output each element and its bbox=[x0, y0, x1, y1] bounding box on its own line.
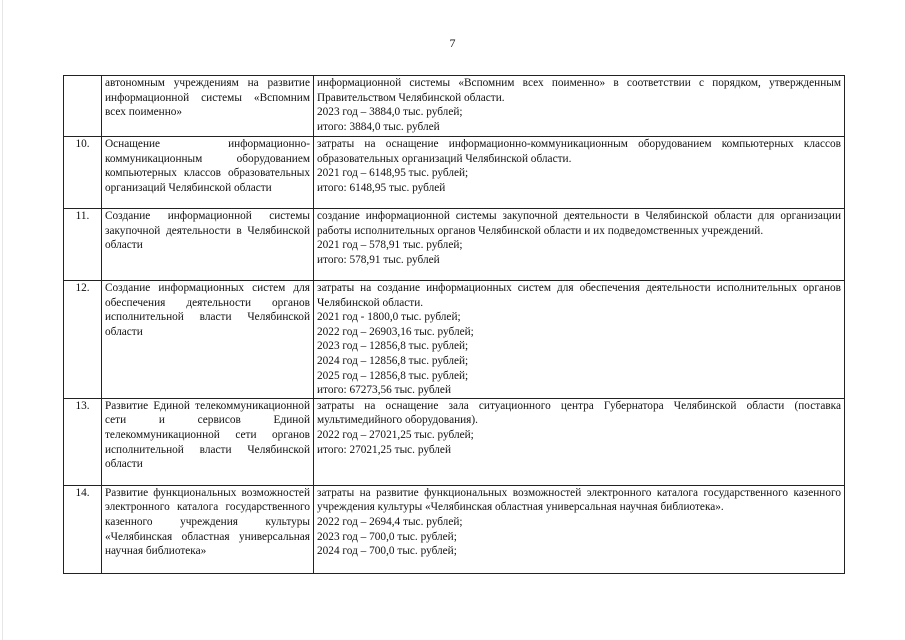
activity-name: Развитие функциональных возможностей электронного каталога государственного казенного учреждения культуры «Челябинская областная универсальная научная библиотека» bbox=[102, 485, 314, 573]
funding-line: 2022 год – 2694,4 тыс. рублей; bbox=[317, 515, 463, 528]
table-row bbox=[64, 398, 845, 485]
activity-name: Создание информационных систем для обеспечения деятельности органов исполнительной власти Челябинской области bbox=[102, 281, 314, 399]
funding-line: 2023 год – 3884,0 тыс. рублей; bbox=[317, 106, 463, 119]
funding-line: 2022 год – 27021,25 тыс. рублей; bbox=[317, 428, 474, 441]
activity-name: автономным учреждениям на развитие информационной системы «Вспомним всех поименно» bbox=[102, 76, 314, 137]
description-text: затраты на развитие функциональных возможностей электронного каталога государственного казенного учреждения культуры «Челябинская областная универсальная научная библиотека». bbox=[317, 486, 841, 514]
funding-line: 2022 год – 26903,16 тыс. рублей; bbox=[317, 325, 474, 338]
row-number: 10. bbox=[64, 137, 102, 209]
activity-description bbox=[314, 76, 845, 137]
activity-name: Создание информационной системы закупочной деятельности в Челябинской области bbox=[102, 209, 314, 281]
activity-description bbox=[314, 281, 845, 399]
funding-line: итого: 27021,25 тыс. рублей bbox=[317, 443, 451, 456]
funding-line: итого: 3884,0 тыс. рублей bbox=[317, 120, 440, 133]
table-row bbox=[64, 76, 845, 137]
table-row bbox=[64, 209, 845, 281]
table-row bbox=[64, 485, 845, 573]
funding-line: 2024 год – 12856,8 тыс. рублей; bbox=[317, 354, 469, 367]
funding-line: итого: 67273,56 тыс. рублей bbox=[317, 384, 451, 397]
program-table bbox=[63, 75, 845, 574]
funding-line: 2021 год - 1800,0 тыс. рублей; bbox=[317, 311, 461, 324]
row-number: 11. bbox=[64, 209, 102, 281]
description-text: информационной системы «Вспомним всех поименно» в соответствии с порядком, утвержденным Правительством Челябинской области. bbox=[317, 77, 841, 104]
funding-line: 2023 год – 700,0 тыс. рублей; bbox=[317, 530, 457, 543]
activity-description bbox=[314, 398, 845, 485]
table-row bbox=[64, 281, 845, 399]
activity-description bbox=[314, 209, 845, 281]
description-text: затраты на оснащение информационно-коммуникационным оборудованием компьютерных классов образовательных организаций Челябинской области. bbox=[317, 138, 841, 165]
page-number: 7 bbox=[449, 36, 456, 50]
funding-line: 2021 год – 578,91 тыс. рублей; bbox=[317, 239, 463, 252]
funding-line: итого: 6148,95 тыс. рублей bbox=[317, 181, 446, 194]
activity-name: Оснащение информационно-коммуникационным оборудованием компьютерных классов образовательных организаций Челябинской области bbox=[102, 137, 314, 209]
row-number: 12. bbox=[64, 281, 102, 399]
description-text: затраты на создание информационных систем для обеспечения деятельности исполнительных органов Челябинской области. bbox=[317, 282, 841, 309]
description-text: затраты на оснащение зала ситуационного центра Губернатора Челябинской области (поставка мультимедийного оборудования). bbox=[317, 399, 841, 427]
table-body bbox=[64, 76, 845, 574]
activity-description bbox=[314, 485, 845, 573]
funding-line: 2023 год – 12856,8 тыс. рублей; bbox=[317, 340, 469, 353]
table-row bbox=[64, 137, 845, 209]
description-text: создание информационной системы закупочной деятельности в Челябинской области для организации работы исполнительных органов Челябинской области и их подведомственных учреждений. bbox=[317, 210, 841, 237]
funding-line: 2024 год – 700,0 тыс. рублей; bbox=[317, 545, 457, 558]
row-number bbox=[64, 76, 102, 137]
funding-line: 2025 год – 12856,8 тыс. рублей; bbox=[317, 369, 469, 382]
funding-line: 2021 год – 6148,95 тыс. рублей; bbox=[317, 167, 469, 180]
activity-name: Развитие Единой телекоммуникационной сети и сервисов Единой телекоммуникационной сети органов исполнительной власти Челябинской области bbox=[102, 398, 314, 485]
activity-description bbox=[314, 137, 845, 209]
scan-edge bbox=[2, 0, 3, 640]
row-number: 13. bbox=[64, 398, 102, 485]
funding-line: итого: 578,91 тыс. рублей bbox=[317, 253, 440, 266]
row-number: 14. bbox=[64, 485, 102, 573]
